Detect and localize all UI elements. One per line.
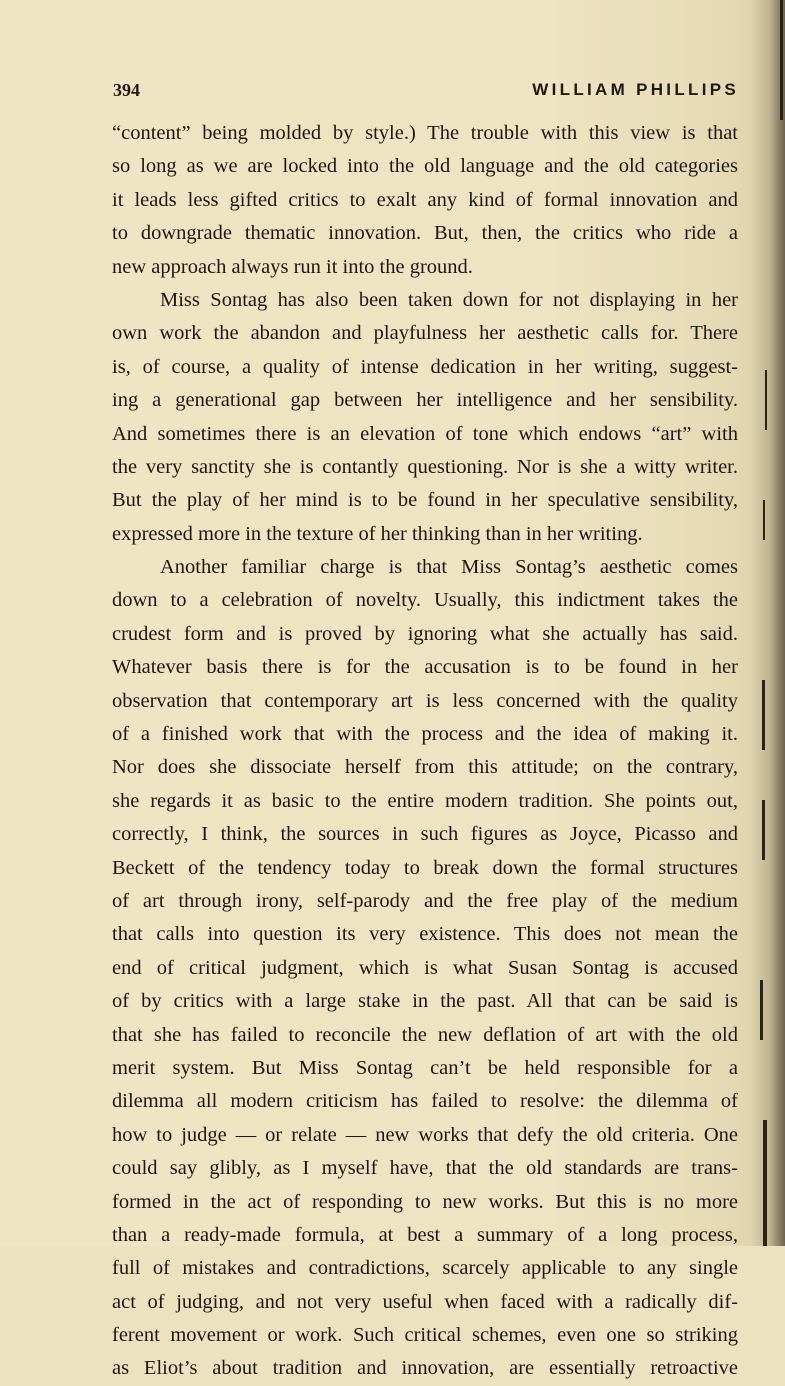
page-edge-mark — [763, 500, 765, 540]
text-line: crudest form and is proved by ignoring what she actually has said. — [112, 622, 738, 645]
text-line: But the play of her mind is to be found in her speculative sensibility, — [112, 489, 738, 512]
text-line: full of mistakes and contradictions, scarcely applicable to any single — [112, 1257, 738, 1280]
text-line: correctly, I think, the sources in such figures as Joyce, Picasso and — [112, 823, 738, 846]
page-edge-mark — [760, 980, 763, 1040]
text-line: merit system. But Miss Sontag can’t be held responsible for a — [112, 1056, 738, 1079]
text-line: how to judge — or relate — new works that defy the old criteria. One — [112, 1123, 738, 1146]
text-line: that she has failed to reconcile the new deflation of art with the old — [112, 1023, 738, 1046]
text-line: the very sanctity she is contantly questioning. Nor is she a witty writer. — [112, 455, 738, 478]
text-line: formed in the act of responding to new works. But this is no more — [112, 1190, 738, 1213]
page-number: 394 — [113, 80, 140, 100]
text-line: Nor does she dissociate herself from this attitude; on the contrary, — [112, 756, 738, 779]
text-line: Whatever basis there is for the accusation is to be found in her — [112, 656, 738, 679]
page-edge-mark — [763, 1120, 767, 1246]
text-line: expressed more in the texture of her thinking than in her writing. — [112, 522, 643, 545]
text-line: down to a celebration of novelty. Usually, this indictment takes the — [112, 589, 738, 612]
text-line: ferent movement or work. Such critical schemes, even one so striking — [112, 1324, 738, 1347]
text-line: to downgrade thematic innovation. But, then, the critics who ride a — [112, 222, 738, 245]
text-line: as Eliot’s about tradition and innovation, are essentially retroactive — [112, 1357, 738, 1380]
body-text — [112, 117, 738, 1386]
page-edge-mark — [762, 800, 765, 860]
text-line: it leads less gifted critics to exalt any kind of formal innovation and — [112, 188, 738, 211]
text-line: ing a generational gap between her intelligence and her sensibility. — [112, 389, 738, 412]
text-line: of a finished work that with the process and the idea of making it. — [112, 723, 738, 746]
text-line: could say glibly, as I myself have, that the old standards are trans- — [112, 1157, 738, 1180]
text-line: dilemma all modern criticism has failed to resolve: the dilemma of — [112, 1090, 738, 1113]
running-head: WILLIAM PHILLIPS — [532, 80, 739, 99]
text-line: new approach always run it into the ground. — [112, 255, 473, 278]
text-line: Beckett of the tendency today to break down the formal structures — [112, 856, 738, 879]
text-line: so long as we are locked into the old language and the old categories — [112, 155, 738, 178]
text-line: of by critics with a large stake in the past. All that can be said is — [112, 990, 738, 1013]
page-header — [113, 80, 739, 106]
text-line: than a ready-made formula, at best a summary of a long process, — [112, 1223, 738, 1246]
text-line: is, of course, a quality of intense dedication in her writing, suggest- — [112, 355, 738, 378]
text-line: Miss Sontag has also been taken down for not displaying in her — [160, 288, 738, 311]
text-line: Another familiar charge is that Miss Sontag’s aesthetic comes — [160, 556, 738, 579]
text-line: end of critical judgment, which is what Susan Sontag is accused — [112, 956, 738, 979]
text-line: own work the abandon and playfulness her aesthetic calls for. There — [112, 322, 738, 345]
page-edge-mark — [780, 0, 783, 120]
page-edge-shadow — [751, 0, 785, 1246]
text-line: act of judging, and not very useful when faced with a radically dif- — [112, 1290, 738, 1313]
text-line: And sometimes there is an elevation of tone which endows “art” with — [112, 422, 738, 445]
text-line: “content” being molded by style.) The trouble with this view is that — [112, 122, 738, 144]
text-line: she regards it as basic to the entire modern tradition. She points out, — [112, 789, 738, 812]
text-line: of art through irony, self-parody and the free play of the medium — [112, 889, 738, 912]
page-edge-mark — [765, 370, 767, 430]
text-line: that calls into question its very existence. This does not mean the — [112, 923, 738, 946]
text-line: observation that contemporary art is less concerned with the quality — [112, 689, 738, 712]
page-edge-mark — [762, 680, 765, 750]
